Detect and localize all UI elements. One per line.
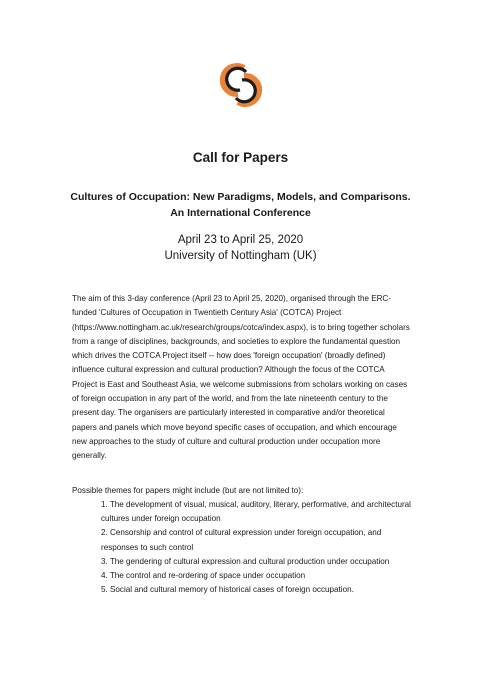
event-info: [40, 232, 441, 264]
themes-intro: Possible themes for papers might include (but are not limited to):: [72, 486, 304, 495]
theme-item: 3. The gendering of cultural expression and cultural production under occupation: [101, 556, 390, 566]
theme-item: 2. Censorship and control of cultural expression under foreign occupation, and responses to such control: [101, 528, 382, 552]
theme-item: 1. The development of visual, musical, auditory, literary, performative, and architectural cultures under foreign occupation: [101, 500, 411, 524]
cotca-logo-icon: [216, 60, 266, 110]
event-dates: April 23 to April 25, 2020: [177, 234, 304, 246]
conference-title-line-2: An International Conference: [170, 207, 311, 219]
page-title: Call for Papers: [192, 150, 289, 165]
conference-title-line-1: Cultures of Occupation: New Paradigms, Models, and Comparisons.: [70, 191, 411, 203]
intro-paragraph: The aim of this 3-day conference (April 23 to April 25, 2020), organised through the ERC-funded 'Cultures of Occupation in Twentieth Century Asia' (COTCA) Project (https://www.nottingham.ac.uk/research/groups/cotca/index.aspx), is to bring together scholars from a range of disciplines, backgrounds, and societies to explore the fundamental question which drives the COTCA Project itself -- how does 'foreign occupation' (broadly defined) influence cultural expression and cultural production? Although the focus of the COTCA Project is East and Southeast Asia, we welcome submissions from scholars working on cases of foreign occupation in any part of the world, and from the late nineteenth century to the present day. The organisers are particularly interested in comparative and/or theoretical papers and panels which move beyond specific cases of occupation, and which encourage new approaches to the study of culture and cultural production under occupation more generally.: [72, 294, 410, 461]
conference-title: [40, 189, 441, 221]
theme-item: 5. Social and cultural memory of historical cases of foreign occupation.: [101, 585, 354, 595]
event-venue: University of Nottingham (UK): [164, 250, 317, 262]
theme-item: 4. The control and re-ordering of space under occupation: [101, 571, 306, 581]
themes-list: [101, 498, 411, 597]
